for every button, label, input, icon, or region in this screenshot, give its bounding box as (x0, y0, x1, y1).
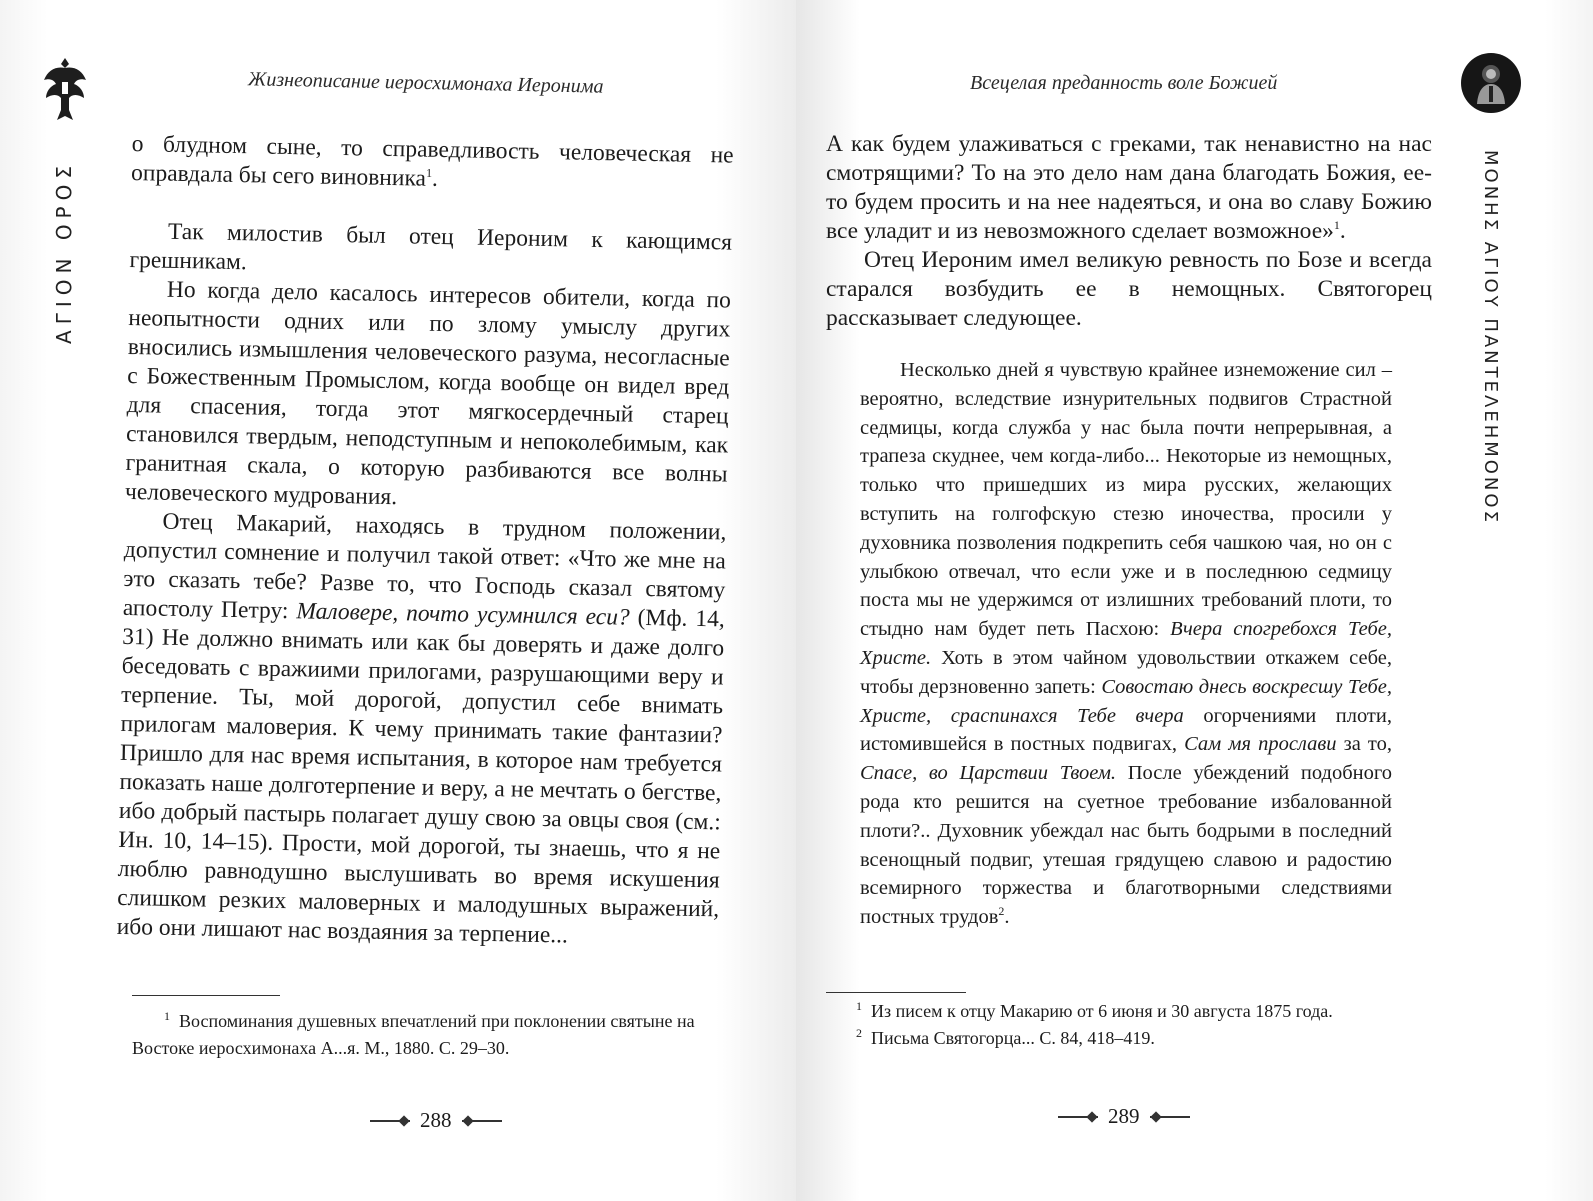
footnote: $^2$ Письма Святогорца... С. 84, 418–419. (856, 1026, 1155, 1048)
right-body-text (826, 130, 1432, 333)
footnote: $^1$ Из писем к отцу Макарию от 6 июня и 30 августа 1875 года. (856, 999, 1333, 1021)
footnote: $^1$ Воспоминания душевных впечатлений при поклонении святыне на Востоке иеросхимонаха А...я. М., 1880. С. 29–30. (132, 1009, 695, 1058)
paragraph: А как будем улаживаться с греками, так ненавистно на нас смотрящими? То на это дело нам дана благодать Божия, ее-то будем просить и на нее надеяться, и она во славу Божию все уладит и из невозможного сделает возможное»$^1$. (826, 131, 1432, 244)
footnote-ref: 1 (425, 165, 433, 180)
ornament-icon (1150, 1113, 1190, 1121)
footnote-rule (132, 995, 280, 996)
paragraph: о блудном сыне, то справедливость человеческая не оправдала бы сего виновника$^1$. (130, 130, 734, 192)
paragraph: Несколько дней я чувствую крайнее изнеможение сил – вероятно, вследствие изнурительных подвигов Страстной седмицы, когда служба у нас была почти непрерывная, а трапеза скуднее, чем когда-либо... Некоторые из немощных, только что пришедших из мира русских, желающих вступить на голгофскую стезю иночества, просили у духовника позволения подкрепить себя чашкою чая, но он с улыбкою отвечал, что если уже и в последнюю седмицу поста мы не удержимся от излишних требований плоти, то стыдно нам будет петь Пасхою: Вчера спогребохся Тебе, Христе. Хоть в этом чайном удовольствии откажем себе, чтобы дерзновенно запеть: Совостаю днесь воскресшу Тебе, Христе, сраспинахся Тебе вчера огорчениями плоти, истомившейся в постных подвигах, Сам мя прослави за то, Спасе, во Царствии Твоем. После убеждений подобного рода кто решится на суетное требование избалованной плоти?.. Духовник убеждал нас быть бодрыми в последний всенощный подвиг, утешая грядущею славою и радостию всемирного торжества и благотворными следствиями постных трудов$^2$. (860, 359, 1392, 929)
page-number-left: 288 (370, 1108, 502, 1133)
paragraph: Отец Макарий, находясь в трудном положении, допустил сомнение и получил такой ответ: «Что же мне на это сказать тебе? Разве то, что Господь сказал святому апостолу Петру: Маловере, почто усумнился еси? (Мф. 14, 31) Не должно внимать или как бы доверять и даже долго беседовать с вражиими прилогами, разрушающими веру и терпение. Ты, мой дорогой, допустил себе внимать прилогам маловерия. К чему принимать такие фантазии? Пришло для нас время испытания, в которое нам требуется показать наше долготерпение и веру, а не мечтать о бегстве, ибо добрый пастырь полагает душу свою за овцы своя (см.: Ин. 10, 14–15). Прости, мой дорогой, ты знаешь, что я не люблю равнодушно выслушивать во время искушения слишком резких маловерных и малодушных выражений, ибо они лишают нас воздаяния за терпение... (116, 508, 727, 949)
paragraph: Так милостив был отец Иероним к кающимся грешникам. (129, 218, 733, 276)
side-text-agion-oros: ΑΓΙΟΝ ΟΡΟΣ (52, 160, 76, 344)
running-head-right: Всецелая преданность воле Божией (970, 72, 1278, 94)
left-body-text (116, 130, 733, 953)
footnote-ref: 1 (1333, 218, 1340, 233)
left-footnotes (132, 1008, 698, 1062)
paragraph: Отец Иероним имел великую ревность по Бозе и всегда старался возбудить ее в немощных. Святогорец рассказывает следующее. (826, 247, 1432, 331)
running-head-left: Жизнеописание иеросхимонаха Иеронима (247, 68, 604, 98)
page-number-right: 289 (1058, 1104, 1190, 1129)
right-page (796, 0, 1593, 1201)
quoted-passage (860, 356, 1392, 932)
footnote-rule (826, 992, 966, 993)
right-footnotes (856, 998, 1436, 1052)
scripture-quote: Маловере, почто усумнился еси? (296, 598, 630, 631)
footnote-ref: 2 (998, 904, 1005, 919)
ornament-icon (370, 1117, 410, 1125)
side-text-monis: ΜΟΝΗΣ ΑΓΙΟΥ ΠΑΝΤΕΛΕΗΜΟΝΟΣ (1480, 150, 1501, 525)
double-headed-eagle-icon (42, 52, 88, 124)
paragraph: Но когда дело касалось интересов обители, когда по неопытности одних или по злому умыслу других вносились измышления человеческого разума, несогласные с Божественным Промыслом, когда вообще он видел вред для спасения, тогда этот мягкосердечный старец становился твердым, неподступным и непоколебимым, как гранитная скала, о которую разбиваются все волны человеческого мудрования. (124, 276, 732, 511)
ornament-icon (462, 1117, 502, 1125)
saint-medallion-icon (1460, 52, 1522, 114)
left-page (0, 0, 796, 1201)
ornament-icon (1058, 1113, 1098, 1121)
